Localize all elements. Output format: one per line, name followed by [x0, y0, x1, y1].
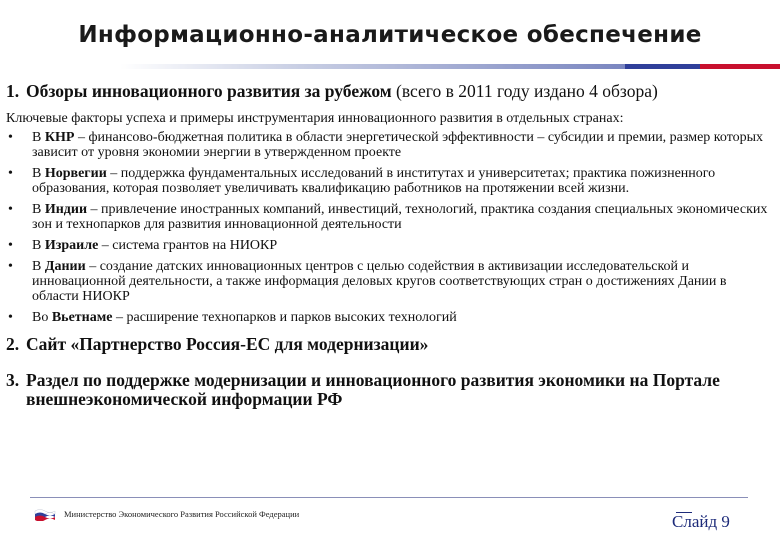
list-item: • В Дании – создание датских инновационных центров с целью содействия в активизации исследовательской и инновационной деятельности, а также информация деловых кругов соответствующих стран о достижениях Дании в области НИОКР: [8, 259, 727, 304]
list-item: • В КНР – финансово-бюджетная политика в области энергетической эффективности – субсидии и премии, размер которых зависит от уровня экономии энергии в утвержденном проекте: [8, 130, 764, 160]
section-2-heading: [6, 335, 774, 354]
footer-ministry-name: Министерство Экономического Развития Российской Федерации: [64, 509, 300, 519]
section-title: Сайт «Партнерство Россия-ЕС для модернизации»: [26, 334, 429, 354]
section-number: 1.: [6, 81, 20, 101]
country-name: Дании: [44, 259, 86, 274]
bullet-icon: •: [8, 238, 13, 253]
section-number: 2.: [6, 334, 20, 354]
bullet-icon: •: [8, 202, 13, 217]
section-3-heading: [6, 371, 774, 409]
list-item: • В Норвегии – поддержка фундаментальных исследований в институтах и университетах; практика пожизненного образования, которая позволяет увеличивать квалификацию работников на протяжении всей жизни.: [8, 166, 716, 196]
section-1-heading: [6, 82, 774, 101]
ministry-flag-logo-icon: [34, 507, 56, 521]
slide-content: [6, 82, 774, 409]
section-intro: Ключевые факторы успеха и примеры инструментария инновационного развития в отдельных странах:: [6, 111, 624, 126]
country-name: КНР: [44, 130, 75, 145]
country-bullet-list: [6, 130, 774, 325]
section-title: Раздел по поддержке модернизации и инновационного развития экономики на Портале внешнеэкономической информации РФ: [26, 370, 720, 409]
country-name: Индии: [44, 202, 88, 217]
list-item: • В Индии – привлечение иностранных компаний, инвестиций, технологий, практика создания специальных экономических зон и технопарков для развития инновационной деятельности: [8, 202, 768, 232]
list-item: • Во Вьетнаме – расширение технопарков и парков высоких технологий: [8, 310, 457, 325]
country-name: Вьетнаме: [51, 310, 113, 325]
slide-number: Слайд 9: [672, 512, 730, 531]
section-number: 3.: [6, 370, 20, 390]
bullet-icon: •: [8, 130, 13, 145]
section-title: Обзоры инновационного развития за рубежом: [26, 81, 392, 101]
footer-rule: [30, 497, 748, 498]
page-title: Информационно-аналитическое обеспечение: [78, 22, 702, 48]
header-rule: [0, 64, 780, 69]
country-name: Израиле: [44, 238, 99, 253]
bullet-icon: •: [8, 259, 13, 274]
section-note: (всего в 2011 году издано 4 обзора): [391, 81, 658, 101]
bullet-icon: •: [8, 310, 13, 325]
country-name: Норвегии: [44, 166, 107, 181]
list-item: • В Израиле – система грантов на НИОКР: [8, 238, 278, 253]
bullet-icon: •: [8, 166, 13, 181]
